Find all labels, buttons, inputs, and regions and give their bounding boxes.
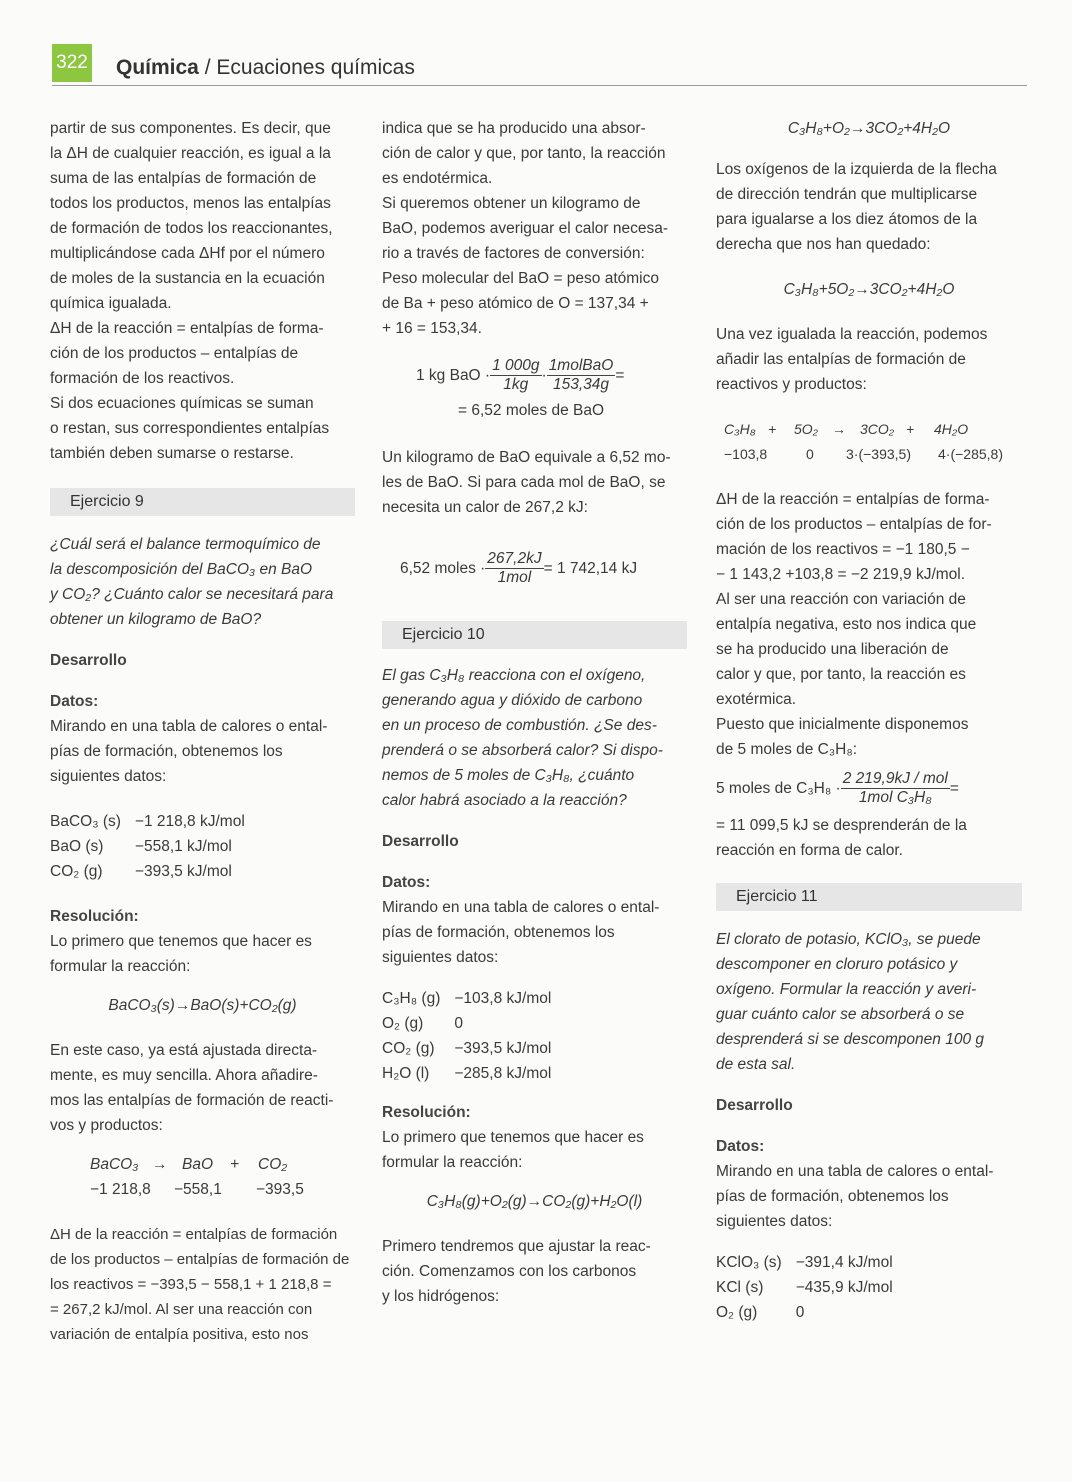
species: CO₂ (g)	[50, 863, 103, 880]
conversion-calc-2	[382, 550, 687, 587]
intro-text	[382, 116, 687, 341]
text-line: ción. Comenzamos con los carbonos	[382, 1263, 637, 1280]
text-line: El gas C₃H₈ reacciona con el oxígeno,	[382, 667, 646, 684]
enthalpy-value: 0	[795, 1304, 805, 1321]
after-reaction-text	[50, 1038, 355, 1138]
text-line: entalpía negativa, esto nos indica que	[716, 616, 977, 633]
text-2	[382, 445, 687, 520]
text-line: formular la reacción:	[50, 958, 191, 975]
calc-result: = 1 742,14 kJ	[543, 560, 638, 577]
text-line: ¿Cuál será el balance termoquímico de	[50, 536, 321, 553]
fraction	[841, 770, 950, 807]
text-line: Mirando en una tabla de calores o ental-	[50, 718, 328, 735]
fraction	[490, 357, 541, 394]
text-line: Lo primero que tenemos que hacer es	[50, 933, 312, 950]
after-reaction-text	[382, 1234, 687, 1309]
text-line: − 1 143,2 +103,8 = −2 219,9 kJ/mol.	[716, 566, 966, 583]
datos-label: Datos:	[382, 874, 431, 891]
page-number: 322	[52, 44, 92, 82]
chapter-title: Ecuaciones químicas	[216, 56, 415, 79]
text-line: mos las entalpías de formación de reacti-	[50, 1092, 334, 1109]
text-line: suma de las entalpías de formación de	[50, 170, 317, 187]
text-line: siguientes datos:	[716, 1213, 833, 1230]
text-line: la ΔH de cualquier reacción, es igual a la	[50, 145, 331, 162]
data-row	[716, 1250, 907, 1275]
text-line: vos y productos:	[50, 1117, 163, 1134]
species: O₂ (g)	[382, 1015, 424, 1032]
eq-species: 4H₂O	[934, 421, 969, 437]
data-row	[50, 859, 259, 884]
text-line: multiplicándose cada ΔHf por el número	[50, 245, 325, 262]
text-line: química igualada.	[50, 295, 172, 312]
text-line: calor y que, por tanto, la reacción es	[716, 666, 966, 683]
text-line: calor habrá asociado a la reacción?	[382, 792, 627, 809]
eq-value: −558,1	[174, 1181, 222, 1198]
exercise-10-title: Ejercicio 10	[382, 621, 687, 649]
text-line: necesita un calor de 267,2 kJ:	[382, 499, 588, 516]
text-line: indica que se ha producido una absor-	[382, 120, 646, 137]
heat-calc	[716, 770, 1022, 807]
resolucion-text	[50, 929, 355, 979]
eq-value: 4·(−285,8)	[938, 446, 1003, 462]
resolucion-label: Resolución:	[50, 908, 139, 925]
enthalpy-value: −391,4 kJ/mol	[795, 1254, 893, 1271]
text-line: ΔH de la reacción = entalpías de forma-	[50, 320, 324, 337]
eq-species: CO₂	[258, 1156, 288, 1173]
numerator: 1molBaO	[548, 357, 614, 374]
enthalpy-value: −435,9 kJ/mol	[795, 1279, 893, 1296]
text-line: Un kilogramo de BaO equivale a 6,52 mo-	[382, 449, 671, 466]
column-3	[716, 116, 1022, 1325]
text-line: se ha producido una liberación de	[716, 641, 949, 658]
text-line: Mirando en una tabla de calores o ental-	[716, 1163, 994, 1180]
text-line: En este caso, ya está ajustada directa-	[50, 1042, 318, 1059]
text-line: guar cuánto calor se absorberá o se	[716, 1006, 965, 1023]
text-line: Peso molecular del BaO = peso atómico	[382, 270, 659, 287]
text-line: Puesto que inicialmente disponemos	[716, 716, 969, 733]
enthalpy-equation	[716, 417, 1022, 467]
data-row	[716, 1300, 907, 1325]
eq-value: 3·(−393,5)	[846, 446, 911, 462]
denominator: 1mol C₃H₈	[858, 789, 932, 806]
eq-value: −103,8	[724, 446, 768, 462]
text-line: para igualarse a los diez átomos de la	[716, 211, 978, 228]
numerator: 267,2kJ	[487, 550, 542, 567]
data-row	[716, 1275, 907, 1300]
text-line: de formación de todos los reaccionantes,	[50, 220, 333, 237]
text-line: Una vez igualada la reacción, podemos	[716, 326, 988, 343]
text-1	[716, 157, 1022, 257]
species: H₂O (l)	[382, 1065, 430, 1082]
text-line: añadir las entalpías de formación de	[716, 351, 966, 368]
calc-left: 6,52 moles ·	[400, 560, 486, 577]
exercise-10-question	[382, 663, 687, 813]
exercise-11-question	[716, 927, 1022, 1077]
fraction	[485, 550, 543, 587]
denominator: 1kg	[503, 376, 529, 393]
text-line: El clorato de potasio, KClO₃, se puede	[716, 931, 981, 948]
text-line: BaO, podemos averiguar el calor necesa-	[382, 220, 669, 237]
equals: =	[615, 367, 625, 384]
column-1	[50, 116, 355, 1347]
eq-species: +	[230, 1156, 240, 1173]
text-line: ΔH de la reacción = entalpías de formación	[50, 1226, 338, 1243]
desarrollo-heading: Desarrollo	[382, 833, 459, 850]
text-line: Mirando en una tabla de calores o ental-	[382, 899, 660, 916]
text-line: pías de formación, obtenemos los	[716, 1188, 949, 1205]
text-line: mente, es muy sencilla. Ahora añadire-	[50, 1067, 318, 1084]
datos-text	[716, 1159, 1022, 1234]
text-line: variación de entalpía positiva, esto nos	[50, 1326, 309, 1343]
exercise-11-title: Ejercicio 11	[716, 883, 1022, 911]
datos-table	[716, 1250, 907, 1325]
eq-value: 0	[806, 446, 814, 462]
datos-label: Datos:	[50, 693, 99, 710]
text-line: ción de los productos – entalpías de for-	[716, 516, 992, 533]
data-row	[382, 986, 565, 1011]
text-line: rio a través de factores de conversión:	[382, 245, 645, 262]
text-line: formación de los reactivos.	[50, 370, 235, 387]
header-separator: /	[198, 56, 217, 79]
eq-species: +	[768, 421, 777, 437]
text-line: + 16 = 153,34.	[382, 320, 482, 337]
text-line: desprenderá si se descomponen 100 g	[716, 1031, 984, 1048]
text-line: ción de los productos – entalpías de	[50, 345, 299, 362]
resolucion-label: Resolución:	[382, 1104, 471, 1121]
resolucion-text	[382, 1125, 687, 1175]
exercise-9-title: Ejercicio 9	[50, 488, 355, 516]
enthalpy-value: −285,8 kJ/mol	[454, 1065, 552, 1082]
text-line: oxígeno. Formular la reacción y averi-	[716, 981, 977, 998]
species: O₂ (g)	[716, 1304, 758, 1321]
eq-species: C₃H₈	[724, 421, 756, 437]
text-line: en un proceso de combustión. ¿Se des-	[382, 717, 657, 734]
text-line: de los productos – entalpías de formación de	[50, 1251, 350, 1268]
datos-table	[50, 809, 259, 884]
text-line: siguientes datos:	[382, 949, 499, 966]
species: C₃H₈ (g)	[382, 990, 441, 1007]
numerator: 1 000g	[492, 357, 540, 374]
text-line: generando agua y dióxido de carbono	[382, 692, 643, 709]
text-line: Si dos ecuaciones químicas se suman	[50, 395, 314, 412]
data-row	[50, 834, 259, 859]
eq-species: →	[832, 421, 846, 437]
eq-species: +	[906, 421, 915, 437]
text-line: la descomposición del BaCO₃ en BaO	[50, 561, 313, 578]
conversion-calc-1	[382, 357, 687, 394]
datos-label: Datos:	[716, 1138, 765, 1155]
eq-species: 3CO₂	[860, 421, 895, 437]
column-2	[382, 116, 687, 1309]
denominator: 1mol	[497, 569, 532, 586]
text-line: siguientes datos:	[50, 768, 167, 785]
species: BaO (s)	[50, 838, 104, 855]
text-line: Si queremos obtener un kilogramo de	[382, 195, 641, 212]
data-row	[382, 1061, 565, 1086]
numerator: 2 219,9kJ / mol	[842, 770, 948, 787]
text-line: o restan, sus correspondientes entalpías	[50, 420, 330, 437]
eq-value: −393,5	[256, 1181, 304, 1198]
denominator: 153,34g	[552, 376, 610, 393]
text-line: mación de los reactivos = −1 180,5 −	[716, 541, 970, 558]
text-line: = 267,2 kJ/mol. Al ser una reacción con	[50, 1301, 313, 1318]
exercise-9-question	[50, 532, 355, 632]
subject-title: Química	[116, 56, 199, 79]
text-line: = 11 099,5 kJ se desprenderán de la	[716, 817, 967, 834]
text-line: les de BaO. Si para cada mol de BaO, se	[382, 474, 666, 491]
dot: ·	[541, 367, 547, 384]
enthalpy-value: −393,5 kJ/mol	[454, 1040, 552, 1057]
calc-left: 1 kg BaO ·	[416, 367, 491, 384]
reaction-equation: BaCO₃(s)→BaO(s)+CO₂(g)	[108, 997, 297, 1014]
eq-species: BaO	[182, 1156, 214, 1173]
intro-text	[50, 116, 355, 466]
datos-table	[382, 986, 565, 1086]
text-2	[716, 322, 1022, 397]
data-row	[382, 1036, 565, 1061]
fraction	[547, 357, 616, 394]
text-line: exotérmica.	[716, 691, 797, 708]
text-line: de 5 moles de C₃H₈:	[716, 741, 858, 758]
text-line: todos los productos, menos las entalpías	[50, 195, 331, 212]
text-line: Al ser una reacción con variación de	[716, 591, 966, 608]
data-row	[382, 1011, 565, 1036]
text-line: también deben sumarse o restarse.	[50, 445, 294, 462]
reaction-equation: C₃H₈(g)+O₂(g)→CO₂(g)+H₂O(l)	[426, 1193, 643, 1210]
text-line: Primero tendremos que ajustar la reac-	[382, 1238, 651, 1255]
text-4	[716, 813, 1022, 863]
enthalpy-value: −103,8 kJ/mol	[454, 990, 552, 1007]
species: CO₂ (g)	[382, 1040, 435, 1057]
text-line: pías de formación, obtenemos los	[382, 924, 615, 941]
text-line: obtener un kilogramo de BaO?	[50, 611, 262, 628]
text-line: de dirección tendrán que multiplicarse	[716, 186, 978, 203]
enthalpy-value: −393,5 kJ/mol	[134, 863, 232, 880]
text-line: formular la reacción:	[382, 1154, 523, 1171]
enthalpy-value: 0	[454, 1015, 463, 1032]
enthalpy-equation	[50, 1152, 355, 1202]
text-3	[716, 487, 1022, 762]
datos-text	[382, 895, 687, 970]
species: BaCO₃ (s)	[50, 813, 121, 830]
equals: =	[949, 780, 959, 797]
header-rule	[52, 85, 1027, 86]
desarrollo-heading: Desarrollo	[716, 1097, 793, 1114]
enthalpy-value: −1 218,8 kJ/mol	[134, 813, 245, 830]
eq-species: 5O₂	[794, 421, 819, 437]
text-line: de Ba + peso atómico de O = 137,34 +	[382, 295, 649, 312]
text-line: nemos de 5 moles de C₃H₈, ¿cuánto	[382, 767, 635, 784]
text-line: los reactivos = −393,5 − 558,1 + 1 218,8 =	[50, 1276, 332, 1293]
datos-text	[50, 714, 355, 789]
text-line: ΔH de la reacción = entalpías de forma-	[716, 491, 990, 508]
eq-value: −1 218,8	[90, 1181, 151, 1198]
page-header	[116, 56, 415, 80]
desarrollo-heading: Desarrollo	[50, 652, 127, 669]
enthalpy-value: −558,1 kJ/mol	[134, 838, 232, 855]
eq-species: →	[152, 1156, 168, 1173]
text-line: reactivos y productos:	[716, 376, 867, 393]
calc-left: 5 moles de C₃H₈ ·	[716, 780, 841, 797]
text-line: partir de sus componentes. Es decir, que	[50, 120, 331, 137]
text-line: reacción en forma de calor.	[716, 842, 903, 859]
text-line: derecha que nos han quedado:	[716, 236, 931, 253]
text-line: de esta sal.	[716, 1056, 796, 1073]
reaction-equation-2: C₃H₈+5O₂→3CO₂+4H₂O	[783, 281, 955, 298]
final-text	[50, 1222, 355, 1347]
reaction-equation-1: C₃H₈+O₂→3CO₂+4H₂O	[787, 120, 951, 137]
text-line: Los oxígenos de la izquierda de la flecha	[716, 161, 997, 178]
text-line: y los hidrógenos:	[382, 1288, 500, 1305]
species: KClO₃ (s)	[716, 1254, 782, 1271]
text-line: prenderá o se absorberá calor? Si dispo-	[382, 742, 663, 759]
text-line: pías de formación, obtenemos los	[50, 743, 283, 760]
text-line: y CO₂? ¿Cuánto calor se necesitará para	[50, 586, 334, 603]
data-row	[50, 809, 259, 834]
text-line: descomponer en cloruro potásico y	[716, 956, 958, 973]
species: KCl (s)	[716, 1279, 764, 1296]
calc-1-result: = 6,52 moles de BaO	[458, 402, 605, 419]
eq-species: BaCO₃	[90, 1156, 139, 1173]
text-line: ción de calor y que, por tanto, la reacción	[382, 145, 666, 162]
text-line: de moles de la sustancia en la ecuación	[50, 270, 325, 287]
text-line: Lo primero que tenemos que hacer es	[382, 1129, 644, 1146]
text-line: es endotérmica.	[382, 170, 493, 187]
